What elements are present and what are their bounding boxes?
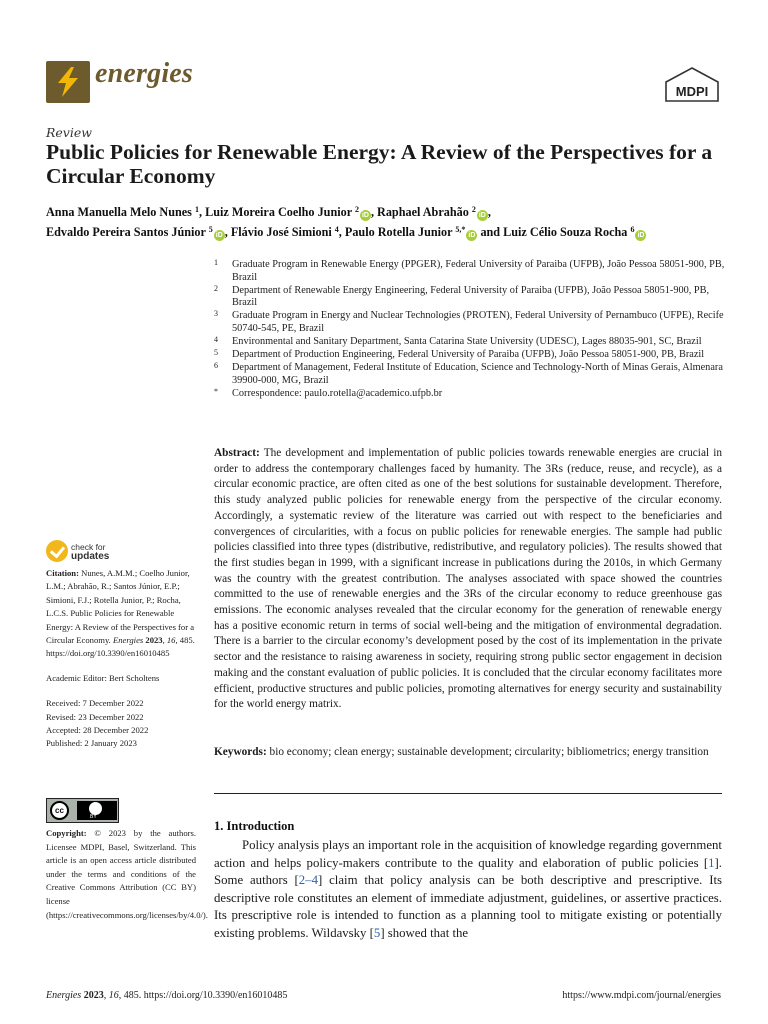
author-separator: , — [338, 225, 345, 239]
author-affiliation-mark: 5,* — [455, 225, 466, 234]
affiliation-item — [214, 285, 729, 310]
author-name[interactable]: Luiz Célio Souza Rocha — [503, 225, 628, 239]
intro-text: ] claim that policy analysis can be both descriptive and prescriptive. Its descriptive role constitutes an element of immediate adjustment, guidelines, or assertive practices. Its prescriptive role is intended to function as a planning tool to mitigate existing or potentially existing problems. Wildavsky [ — [214, 873, 722, 940]
author-name[interactable]: Paulo Rotella Junior — [344, 225, 453, 239]
author-separator: and — [477, 225, 504, 239]
citation-doi[interactable]: , 485. https://doi.org/10.3390/en16010485 — [46, 635, 195, 659]
intro-text: ]. Some authors [ — [214, 855, 722, 888]
affiliation-mark: 1 — [214, 258, 218, 267]
orcid-icon[interactable]: iD — [478, 212, 486, 219]
date-received: Received: 7 December 2022 — [46, 698, 144, 709]
introduction-paragraph — [214, 837, 722, 943]
section-divider — [214, 793, 722, 794]
citation: Citation: Nunes, A.M.M.; Coelho Junior, L.M.; Abrahão, R.; Santos Júnior, E.P.; Simioni, F.J.; Rotella Junior, P.; Rocha, L.C.S. Public Policies for Renewable Energy: A Review of the Perspectives for a Circular Economy. Energies 2023, 16, 485. https://doi.org/10.3390/en16010485 — [46, 568, 195, 659]
reference-link[interactable]: 1 — [708, 855, 715, 870]
author-separator: , — [198, 205, 206, 219]
copyright-label: Copyright: — [46, 828, 87, 838]
date-accepted: Accepted: 28 December 2022 — [46, 725, 149, 736]
academic-editor: Academic Editor: Bert Scholtens — [46, 672, 160, 683]
orcid-icon[interactable]: iD — [361, 212, 369, 219]
creative-commons-icon: cc — [50, 801, 69, 820]
affiliation-text: Department of Production Engineering, Federal University of Paraiba (UFPB), João Pessoa 58051-900, PB, Brazil — [232, 349, 705, 361]
affiliation-mark: * — [214, 386, 218, 396]
copyright-notice — [46, 827, 208, 922]
date-published: Published: 2 January 2023 — [46, 738, 137, 749]
keywords-text: bio economy; clean energy; sustainable development; circularity; bibliometrics; energy transition — [269, 746, 709, 758]
affiliation-item — [214, 310, 729, 335]
author-affiliation-mark: 5 — [208, 225, 213, 234]
author-list — [46, 201, 736, 241]
affiliation-mark: 2 — [214, 283, 218, 293]
footer-volume: 16 — [108, 990, 119, 1001]
author-separator: , — [370, 205, 378, 219]
footer-year: 2023 — [83, 990, 104, 1001]
author-name[interactable]: Anna Manuella Melo Nunes — [46, 205, 192, 219]
author-affiliation-mark: 2 — [471, 205, 476, 214]
footer-doi[interactable]: , 485. https://doi.org/10.3390/en16010485 — [118, 990, 288, 1001]
paper-title: Public Policies for Renewable Energy: A Review of the Perspectives for a Circular Economy — [46, 140, 713, 188]
intro-text: Policy analysis plays an important role in the acquisition of knowledge regarding government action and helps policy-makers contribute to the quality and elaboration of public policies [ — [214, 838, 722, 870]
abstract-label: Abstract: — [214, 447, 260, 459]
author-name[interactable]: Edvaldo Pereira Santos Júnior — [46, 225, 206, 239]
author-affiliation-mark: 4 — [334, 225, 339, 234]
author-affiliation-mark: 6 — [630, 225, 635, 234]
abstract — [214, 446, 722, 713]
lightning-bolt-icon — [46, 61, 90, 103]
intro-text: ] showed that the — [380, 925, 469, 940]
footer-citation: Energies 2023, 16, 485. https://doi.org/10.3390/en16010485 — [46, 990, 288, 1001]
citation-text: Nunes, A.M.M.; Coelho Junior, L.M.; Abrahão, R.; Santos Júnior, E.P.; Simioni, F.J.; Rotella Junior, P.; Rocha, L.C.S. Public Policies for Renewable Energy: A Review of the Perspectives for a Circular Economy. — [46, 568, 195, 646]
affiliation-text: Department of Renewable Energy Engineering, Federal University of Paraiba (UFPB), João Pessoa 58051-900, PB, Brazil — [232, 284, 710, 309]
author-affiliation-mark: 1 — [194, 205, 199, 214]
affiliation-mark: 3 — [214, 309, 218, 319]
citation-volume: 16 — [166, 635, 176, 646]
author-name[interactable]: Luiz Moreira Coelho Junior — [205, 205, 352, 219]
author-name[interactable]: Flávio José Simioni — [230, 225, 332, 239]
orcid-icon[interactable]: iD — [468, 232, 476, 239]
abstract-text: The development and implementation of public policies towards renewable energies are crucial in order to address the contemporary challenges faced by humanity. The 3Rs (reduce, reuse, and recycle), as a circular economic practice, are often cited as one of the best solutions for sustainable development. Therefore, this study analyzed public policies for renewable energy from the perspective of the circular economy. Accordingly, a systematic review of the literature was carried out with respect to the beneficiaries and convergences of circularities, with a focus on public policies for renewable energies. The sample had public policies classified into three types (distributive, redistributive, and regulatory policies). The results showed that the first studies began in 1999, with a significant increase in publications during the 2010s, in which Germany was the country with the greatest contribution. The analyses associated with space showed the countries committed to the use of renewable energies and the 3Rs of the circular economy to reduce greenhouse gas emissions. The economic analyses revealed that the circular economy for the generation of renewable energy has a positive economic return in terms of social well-being and the mitigation of environmental degradation. There is a barrier to the circular economy’s development posed by the cost of its implementation in the private sector and the resistance to raising awareness in society, requiring strong public sector engagement in decision making and the constant evaluation of public policies. It is concluded that the circular economy facilitates more efficient, productive structures and public policies, promoting alternatives for energy security and sustainability for the world energy matrix. — [214, 447, 723, 711]
citation-year: 2023 — [145, 635, 163, 646]
reference-link[interactable]: 2–4 — [298, 873, 318, 888]
footer-journal: Energies — [46, 990, 82, 1001]
affiliation-text: Department of Management, Federal Institute of Education, Science and Technology-North of Minas Gerais, Almenara 39900-000, MG, Brazil — [232, 362, 723, 386]
affiliation-item — [214, 336, 729, 349]
affiliation-item — [214, 388, 729, 401]
author-separator: , — [487, 205, 491, 219]
date-revised: Revised: 23 December 2022 — [46, 711, 144, 722]
affiliation-item — [214, 349, 729, 362]
keywords — [214, 745, 722, 761]
affiliation-text[interactable]: Correspondence: paulo.rotella@academico.ufpb.br — [232, 387, 443, 399]
affiliation-item — [214, 362, 729, 387]
journal-logo — [46, 61, 90, 103]
author-affiliation-mark: 2 — [354, 205, 359, 214]
affiliation-mark: 5 — [214, 348, 218, 358]
affiliation-text: Environmental and Sanitary Department, Santa Catarina State University (UDESC), Lages 88035-901, SC, Brazil — [232, 336, 702, 348]
check-for-updates-button[interactable] — [46, 540, 126, 566]
citation-label: Citation: — [46, 568, 79, 578]
checkmark-icon — [46, 540, 68, 562]
article-info-sidebar — [46, 567, 198, 751]
by-label: BY — [90, 814, 97, 820]
author-name[interactable]: Raphael Abrahão — [377, 205, 469, 219]
reference-link[interactable]: 5 — [373, 925, 381, 940]
publication-dates — [46, 697, 198, 751]
author-separator: , — [224, 225, 231, 239]
orcid-icon[interactable]: iD — [215, 232, 223, 239]
keywords-label: Keywords: — [214, 746, 267, 758]
affiliation-mark: 6 — [214, 361, 218, 371]
orcid-icon[interactable]: iD — [637, 232, 645, 239]
affiliation-mark: 4 — [214, 335, 218, 345]
mdpi-logo[interactable] — [663, 67, 721, 103]
section-heading-introduction: 1. Introduction — [214, 819, 295, 833]
cc-by-license-badge[interactable] — [46, 798, 119, 823]
publisher-name: MDPI — [675, 84, 709, 99]
copyright-text: © 2023 by the authors. Licensee MDPI, Basel, Switzerland. This article is an open access article distributed under the terms and conditions of the Creative Commons Attribution (CC BY) license (https://creativecommons.org/licenses/by/4.0/). — [46, 828, 208, 920]
affiliation-item — [214, 259, 729, 284]
affiliation-text: Graduate Program in Renewable Energy (PPGER), Federal University of Paraiba (UFPB), João Pessoa 58051-900, PB, Brazil — [232, 259, 725, 283]
affiliation-text: Graduate Program in Energy and Nuclear Technologies (PROTEN), Federal University of Pernambuco (UFPE), Recife 50740-545, PE, Brazil — [232, 310, 724, 334]
affiliation-list — [214, 259, 729, 401]
check-updates-line1: check for — [71, 542, 106, 552]
check-updates-line2: updates — [71, 551, 110, 562]
attribution-block — [77, 801, 117, 820]
article-type: Review — [46, 125, 92, 140]
citation-journal: Energies — [113, 635, 144, 646]
journal-name[interactable]: energies — [95, 58, 194, 89]
footer-journal-url[interactable]: https://www.mdpi.com/journal/energies — [562, 990, 721, 1001]
